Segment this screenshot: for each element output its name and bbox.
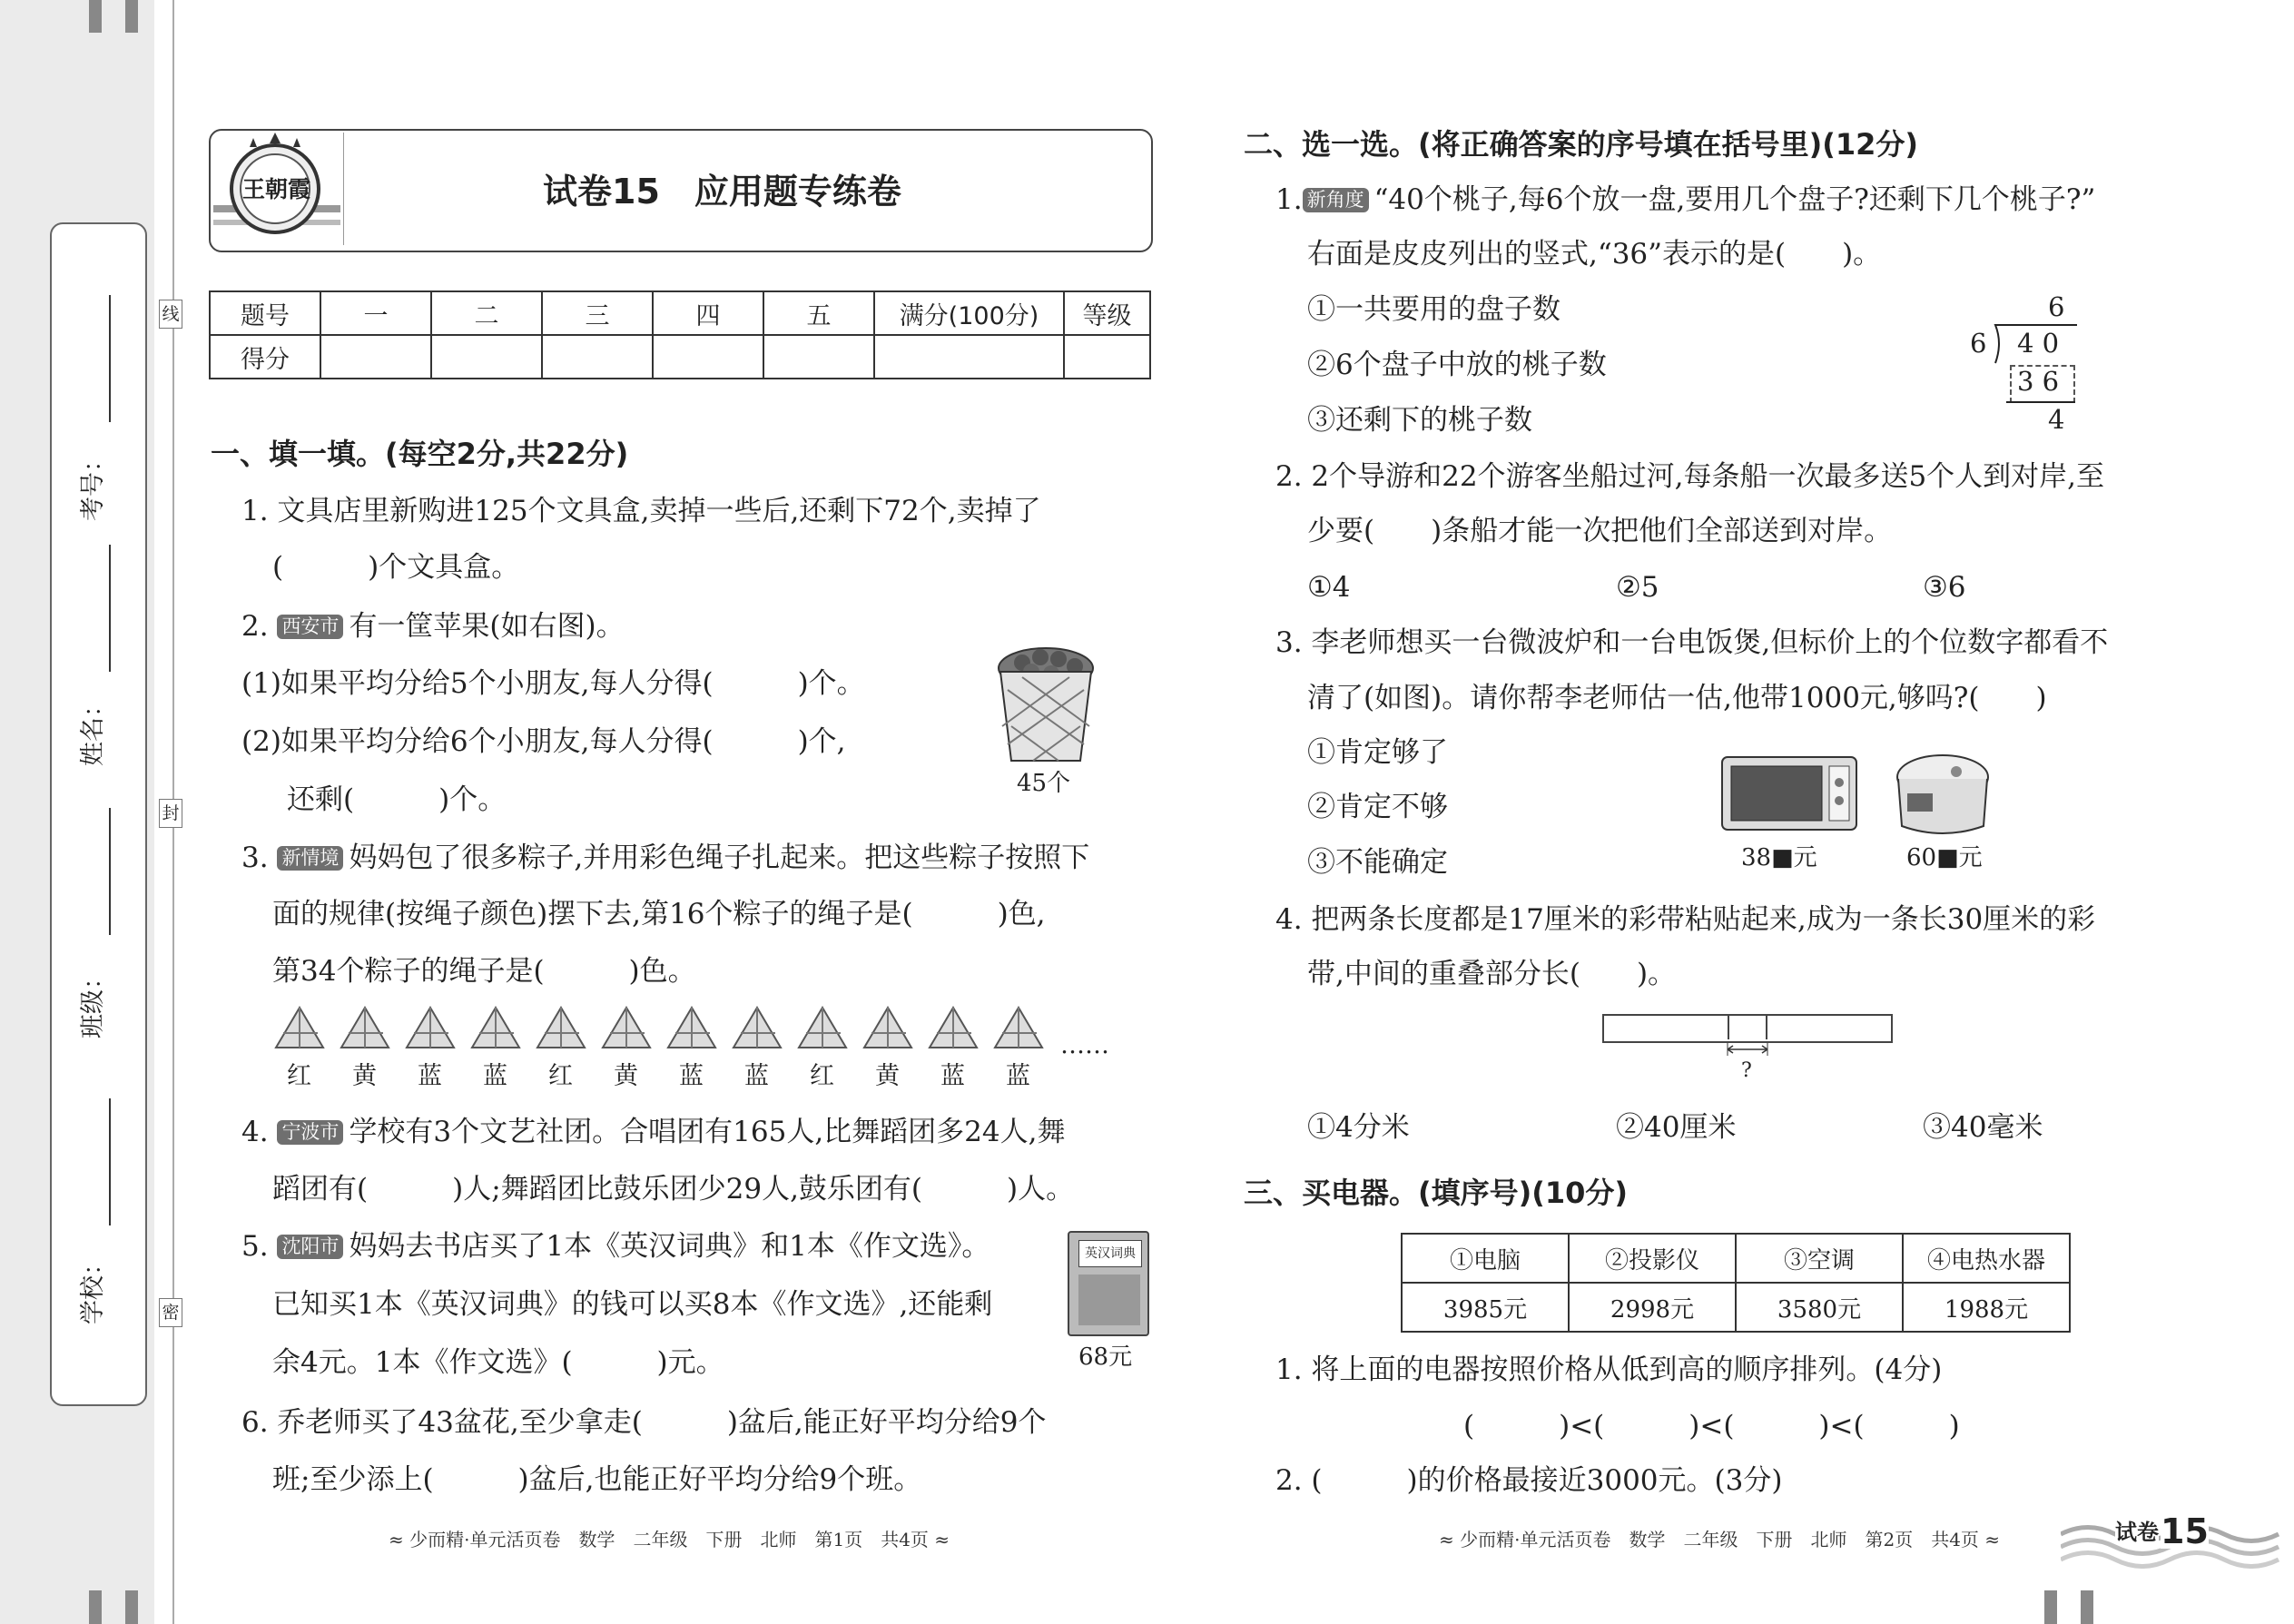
s2-q2-opt2: ②5 [1616,571,1659,604]
s2-q2-line2: 少要( )条船才能一次把他们全部送到对岸。 [1307,515,1893,547]
score-cell[interactable] [1064,335,1150,379]
appliance-price: 3580元 [1736,1283,1903,1332]
zongzi-icon [338,1006,392,1053]
zongzi-icon [991,1006,1046,1053]
s2-q4-opt3: ③40毫米 [1923,1111,2043,1144]
badge-number: 15 [2161,1511,2209,1551]
score-header: 二 [431,291,542,335]
s1-q3-line3: 第34个粽子的绳子是( )色。 [272,955,696,988]
zongzi-item: 蓝 [730,1006,784,1057]
page-badge [2061,1507,2294,1570]
zongzi-item: 红 [534,1006,588,1057]
badge-label: 试卷 [2115,1520,2159,1545]
score-cell[interactable] [320,335,431,379]
score-cell[interactable] [653,335,763,379]
s2-q3-opt1: ①肯定够了 [1307,736,1448,769]
zongzi-icon [730,1006,784,1053]
info-label-exam-no: 考号： [56,399,138,581]
footer-left: ≈ 少而精·单元活页卷 数学 二年级 下册 北师 第1页 共4页 ≈ [389,1529,950,1550]
zongzi-item: 蓝 [991,1006,1046,1057]
zongzi-item: 红 [272,1006,327,1057]
long-division [1961,289,2079,438]
score-cell[interactable] [431,335,542,379]
info-label-name: 姓名： [56,681,138,862]
s1-q4-line2: 蹈团有( )人;舞蹈团比鼓乐团少29人,鼓乐团有( )人。 [272,1173,1075,1206]
s2-q3-line1: 3. 李老师想买一台微波炉和一台电饭煲,但标价上的个位数字都看不 [1275,626,2109,659]
score-header: 三 [542,291,653,335]
zongzi-item: 黄 [861,1006,915,1057]
zongzi-item: 黄 [338,1006,392,1057]
s1-q4-line1: 4. 宁波市 学校有3个文艺社团。合唱团有165人,比舞蹈团多24人,舞 [241,1116,1066,1148]
zongzi-icon [665,1006,719,1053]
zongzi-icon [795,1006,850,1053]
zongzi-item: 蓝 [665,1006,719,1057]
s1-q2-line2: (1)如果平均分给5个小朋友,每人分得( )个。 [241,667,865,700]
s1-q1-line2: ( )个文具盒。 [272,551,520,584]
appliance-price: 2998元 [1569,1283,1736,1332]
s1-q5-line3: 余4元。1本《作文选》( )元。 [272,1346,724,1379]
region-tag: 宁波市 [277,1120,343,1145]
microwave-price: 38■元 [1741,844,1817,871]
rice-cooker-image [1893,750,1993,839]
angle-tag: 新角度 [1303,188,1369,212]
s2-q2-opt3: ③6 [1923,571,1966,604]
section2-title: 二、选一选。(将正确答案的序号填在括号里)(12分) [1244,127,1919,162]
score-header: 四 [653,291,763,335]
score-header: 一 [320,291,431,335]
s1-q3-line1: 3. 新情境 妈妈包了很多粽子,并用彩色绳子扎起来。把这些粽子按照下 [241,842,1090,874]
s2-q1-opt2: ②6个盘子中放的桃子数 [1307,349,1607,381]
quotient: 6 [2048,291,2065,322]
zongzi-icon [272,1006,327,1053]
s1-q5-line2: 已知买1本《英汉词典》的钱可以买8本《作文选》,还能剩 [272,1288,993,1321]
microwave-image [1720,750,1858,832]
context-tag: 新情境 [277,846,343,871]
appliance-price: 1988元 [1903,1283,2070,1332]
ribbon-diagram [1602,1012,1893,1085]
s2-q1-opt3: ③还剩下的桃子数 [1307,404,1532,437]
overlap-question: ? [1741,1059,1752,1082]
zongzi-icon [861,1006,915,1053]
score-table [209,290,1151,379]
zongzi-icon [468,1006,523,1053]
section1-title: 一、填一填。(每空2分,共22分) [211,437,629,471]
score-cell[interactable] [874,335,1064,379]
s2-q3-opt2: ②肯定不够 [1307,791,1448,823]
remainder: 4 [2048,404,2065,435]
product: 3 6 [2017,366,2060,397]
appliance-price-table [1401,1233,2071,1333]
info-label-school: 学校： [56,1216,138,1398]
binding-mark: 封 [159,799,182,828]
score-cell[interactable] [763,335,874,379]
punch-mark [125,0,138,33]
dictionary-book-image [1068,1231,1149,1336]
punch-mark [89,1590,102,1624]
s2-q3-opt3: ③不能确定 [1307,846,1448,879]
book-title: 英汉词典 [1078,1240,1142,1267]
apple-basket-image [995,645,1097,767]
info-label-class: 班级： [56,953,138,1135]
book-price-caption: 68元 [1078,1343,1133,1371]
s1-q2-line1: 2. 西安市 有一筐苹果(如右图)。 [241,610,625,643]
score-row-label: 得分 [210,335,320,379]
zongzi-item: 蓝 [468,1006,523,1057]
s2-q2-line1: 2. 2个导游和22个游客坐船过河,每条船一次最多送5个人到对岸,至 [1275,460,2105,493]
appliance-name: ③空调 [1736,1234,1903,1283]
dividend: 4 0 [2017,328,2060,359]
zongzi-item: 蓝 [403,1006,458,1057]
apple-basket-caption: 45个 [1017,770,1071,797]
s1-q6-line1: 6. 乔老师买了43盆花,至少拿走( )盆后,能正好平均分给9个 [241,1406,1047,1439]
appliance-name: ④电热水器 [1903,1234,2070,1283]
s2-q4-opt2: ②40厘米 [1616,1111,1737,1144]
footer-right: ≈ 少而精·单元活页卷 数学 二年级 下册 北师 第2页 共4页 ≈ [1439,1529,2001,1550]
rice-cooker-price: 60■元 [1906,844,1983,871]
s2-q4-line2: 带,中间的重叠部分长( )。 [1307,958,1677,990]
binding-mark: 线 [159,300,182,329]
zongzi-ellipsis: …… [1060,1031,1109,1059]
zongzi-item: 黄 [599,1006,654,1057]
zongzi-icon [534,1006,588,1053]
s3-q1: 1. 将上面的电器按照价格从低到高的顺序排列。(4分) [1275,1353,1943,1386]
logo [213,133,340,245]
section3-title: 三、买电器。(填序号)(10分) [1244,1176,1629,1210]
zongzi-item: 蓝 [926,1006,980,1057]
region-tag: 沈阳市 [277,1235,343,1259]
logo-text: 王朝霞 [242,176,311,202]
s1-q3-line2: 面的规律(按绳子颜色)摆下去,第16个粽子的绳子是( )色, [272,898,1046,930]
score-cell[interactable] [542,335,653,379]
s1-q5-line1: 5. 沈阳市 妈妈去书店买了1本《英汉词典》和1本《作文选》。 [241,1230,990,1263]
zongzi-icon [599,1006,654,1053]
zongzi-icon [926,1006,980,1053]
s2-q1-line1: 1. 新角度 “40个桃子,每6个放一盘,要用几个盘子?还剩下几个桃子?” [1275,183,2096,216]
zongzi-icon [403,1006,458,1053]
overlap-arrow-icon [1726,1043,1769,1056]
exam-title: 试卷15 应用题专练卷 [543,172,901,212]
score-header: 题号 [210,291,320,335]
s2-q3-line2: 清了(如图)。请你帮李老师估一估,他带1000元,够吗?( ) [1307,682,2047,714]
punch-mark [125,1590,138,1624]
appliance-price: 3985元 [1402,1283,1569,1332]
appliance-name: ①电脑 [1402,1234,1569,1283]
s3-q1-blanks[interactable]: ( )<( )<( )<( ) [1463,1410,1960,1442]
s1-q2-line3: (2)如果平均分给6个小朋友,每人分得( )个, [241,725,846,758]
s3-q2: 2. ( )的价格最接近3000元。(3分) [1275,1464,1783,1497]
score-header: 满分(100分) [874,291,1064,335]
s1-q1-line1: 1. 文具店里新购进125个文具盒,卖掉一些后,还剩下72个,卖掉了 [241,495,1041,527]
s1-q6-line2: 班;至少添上( )盆后,也能正好平均分给9个班。 [272,1463,922,1496]
score-header: 五 [763,291,874,335]
zongzi-row [272,1006,1108,1097]
divisor: 6 [1970,328,1987,359]
score-header: 等级 [1064,291,1150,335]
s2-q4-line1: 4. 把两条长度都是17厘米的彩带粘贴起来,成为一条长30厘米的彩 [1275,903,2096,936]
logo-divider [343,133,344,245]
s2-q2-opt1: ①4 [1307,571,1351,604]
punch-mark [89,0,102,33]
punch-mark [2044,1590,2057,1624]
punch-mark [2081,1590,2093,1624]
zongzi-item: 红 [795,1006,850,1057]
region-tag: 西安市 [277,615,343,639]
appliance-name: ②投影仪 [1569,1234,1736,1283]
s2-q4-opt1: ①4分米 [1307,1111,1410,1144]
binding-mark: 密 [159,1298,182,1327]
s2-q1-opt1: ①一共要用的盘子数 [1307,293,1561,326]
s2-q1-line2: 右面是皮皮列出的竖式,“36”表示的是( )。 [1307,238,1882,271]
s1-q2-line4: 还剩( )个。 [287,783,507,816]
